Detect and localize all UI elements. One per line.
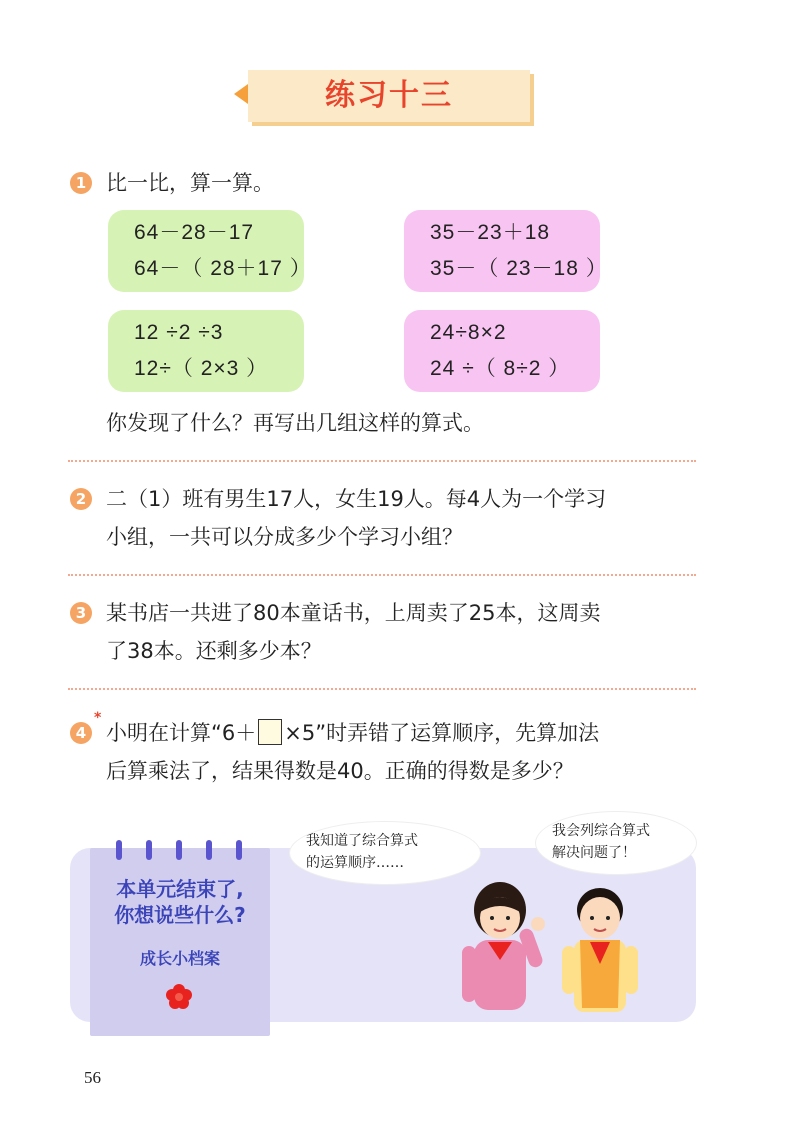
question-2-marker: 2 bbox=[70, 488, 92, 510]
section-divider bbox=[68, 460, 696, 462]
speech-line: 我会列综合算式 bbox=[552, 823, 650, 839]
notebook-heading-line-2: 你想说些什么? bbox=[114, 903, 246, 927]
expression-box-1 bbox=[108, 210, 312, 292]
speech-line: 的运算顺序…… bbox=[306, 855, 404, 871]
question-4-text-b: ×5”时弄错了运算顺序，先算加法 bbox=[284, 721, 600, 745]
notebook-subtitle: 成长小档案 bbox=[139, 949, 220, 968]
question-4-marker: 4 bbox=[70, 722, 92, 744]
expression-line: 35－（ 23－18 ） bbox=[430, 257, 608, 280]
question-3-marker: 3 bbox=[70, 602, 92, 624]
notebook-heading bbox=[90, 876, 270, 928]
question-4-line-1 bbox=[106, 714, 599, 752]
expression-line: 24÷8×2 bbox=[430, 321, 507, 344]
section-divider bbox=[68, 574, 696, 576]
question-2-line-1: 二（1）班有男生17人，女生19人。每4人为一个学习 bbox=[106, 487, 607, 511]
answer-blank-box bbox=[258, 719, 282, 745]
question-1-followup: 你发现了什么？再写出几组这样的算式。 bbox=[106, 411, 484, 435]
expression-box-3 bbox=[108, 310, 304, 392]
question-4-line-2: 后算乘法了，结果得数是40。正确的得数是多少？ bbox=[106, 759, 574, 783]
speech-bubble-right-text bbox=[552, 820, 650, 864]
expression-box-2 bbox=[404, 210, 608, 292]
question-4-text-a: 小明在计算“6＋ bbox=[106, 721, 257, 745]
binder-ring-icon bbox=[236, 840, 242, 860]
section-divider bbox=[68, 688, 696, 690]
children-illustration bbox=[440, 880, 660, 1026]
question-1-prompt: 比一比，算一算。 bbox=[106, 171, 274, 195]
challenge-star: * bbox=[94, 710, 102, 726]
notebook-heading-line-1: 本单元结束了, bbox=[116, 877, 244, 901]
question-1-marker: 1 bbox=[70, 172, 92, 194]
banner-arrow-icon bbox=[234, 84, 248, 104]
question-3-line-2: 了38本。还剩多少本？ bbox=[106, 639, 322, 663]
boy-figure bbox=[562, 888, 638, 1012]
speech-line: 我知道了综合算式 bbox=[306, 833, 418, 849]
page-title: 练习十三 bbox=[325, 78, 453, 113]
page-number: 56 bbox=[84, 1068, 101, 1087]
binder-ring-icon bbox=[206, 840, 212, 860]
binder-ring-icon bbox=[176, 840, 182, 860]
question-2-line-2: 小组，一共可以分成多少个学习小组？ bbox=[106, 525, 463, 549]
girl-figure bbox=[462, 882, 545, 1010]
expression-line: 64－28－17 bbox=[134, 221, 255, 244]
expression-box-4 bbox=[404, 310, 600, 392]
flower-icon bbox=[166, 984, 192, 1010]
speech-bubble-left-text bbox=[306, 830, 418, 874]
expression-line: 64－（ 28＋17 ） bbox=[134, 257, 312, 280]
expression-line: 12÷（ 2×3 ） bbox=[134, 357, 269, 380]
expression-line: 24 ÷（ 8÷2 ） bbox=[430, 357, 571, 380]
question-3-line-1: 某书店一共进了80本童话书，上周卖了25本，这周卖 bbox=[106, 601, 601, 625]
binder-ring-icon bbox=[146, 840, 152, 860]
expression-line: 12 ÷2 ÷3 bbox=[134, 321, 224, 344]
speech-line: 解决问题了！ bbox=[552, 845, 636, 861]
expression-line: 35－23＋18 bbox=[430, 221, 551, 244]
binder-ring-icon bbox=[116, 840, 122, 860]
